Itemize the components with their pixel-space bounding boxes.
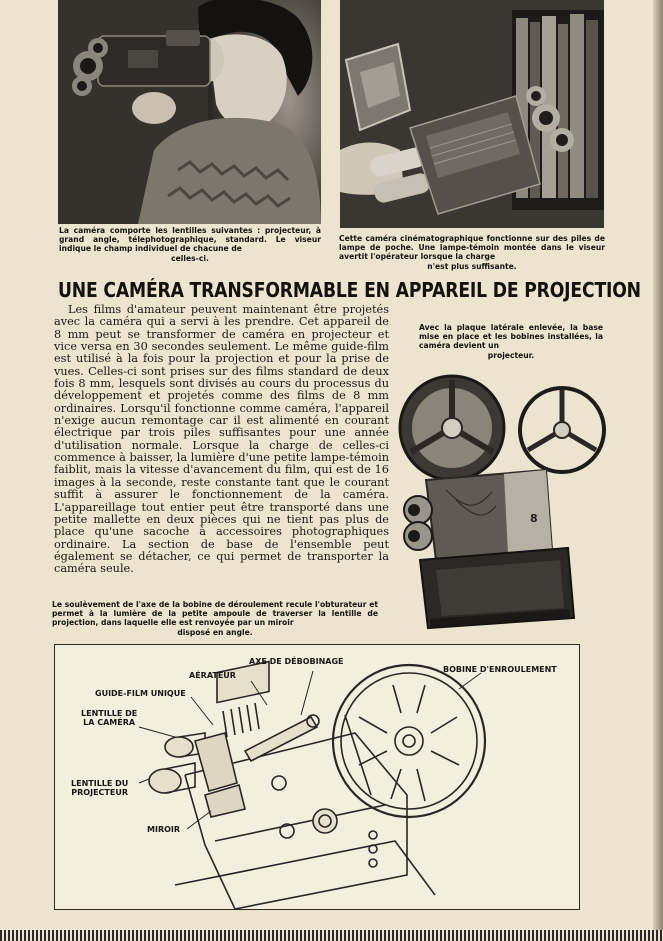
caption-diagram	[52, 600, 378, 637]
page-edge-shadow	[653, 0, 663, 941]
photo-projector	[396, 360, 608, 636]
caption-photo-right-text: Cette caméra cinématographique fonctionne sur des piles de lampe de poche. Une lampe-témoin montée dans le viseur avertit l'opérateur lorsque la charge	[339, 234, 605, 262]
article-body: Les films d'amateur peuvent maintenant être projetés avec la caméra qui a servi à les prendre. Cet appareil de 8 mm peut se transformer de caméra en projecteur et vice versa en 30 secondes seulement. Le même guide-film est utilisé à la fois pour la projection et pour la prise de vues. Celles-ci sont prises sur des films standard de deux fois 8 mm, lesquels sont divisés au cours du processus du développement et projetés comme des films de 8 mm ordinaires. Lorsqu'il fonctionne comme caméra, l'appareil n'exige aucun remontage car il est alimenté en courant électrique par trois piles suffisantes pour une année d'utilisation normale. Lorsque la charge de celles-ci commence à baisser, la lumière d'une petite lampe-témoin faiblit, mais la vitesse d'avancement du film, qui est de 16 images à la seconde, reste constante tant que le courant suffit à assurer le fonctionnement de la caméra. L'appareillage tout entier peut être transporté dans une petite mallette en deux pièces qui ne tient pas plus de place qu'une sacoche à accessoires photographiques ordinaire. La section de base de l'ensemble peut également se détacher, ce qui permet de transporter la caméra seule.	[54, 303, 389, 576]
photo-woman-illustration	[58, 0, 321, 224]
photo-camera-batteries	[340, 0, 604, 228]
caption-photo-left-last: celles-ci.	[171, 253, 209, 263]
label-axe-debobinage: AXE DE DÉBOBINAGE	[249, 657, 344, 666]
label-lentille-camera	[81, 709, 137, 727]
cutaway-diagram	[54, 644, 580, 910]
reel-left	[400, 376, 504, 480]
label-aerateur: AÉRATEUR	[189, 671, 236, 680]
projector-illustration	[396, 360, 608, 636]
label-lentille-projecteur-line2: PROJECTEUR	[71, 788, 128, 797]
label-guide-film: GUIDE-FILM UNIQUE	[95, 689, 186, 698]
label-lentille-projecteur	[71, 779, 128, 797]
caption-projector-last: projecteur.	[487, 350, 535, 360]
label-lentille-camera-line1: LENTILLE DE	[81, 709, 138, 718]
label-lentille-projecteur-line1: LENTILLE DU	[71, 779, 129, 788]
cutaway-drawing	[55, 645, 579, 909]
bottom-edge-band	[0, 930, 663, 941]
reel-right	[520, 388, 604, 472]
label-lentille-camera-line2: LA CAMÉRA	[83, 718, 136, 727]
caption-photo-left-text: La caméra comporte les lentilles suivantes : projecteur, à grand angle, télephotographique, standard. Le viseur indique le champ individuel de chacune de	[59, 226, 321, 254]
caption-projector-text: Avec la plaque latérale enlevée, la base mise en place et les bobines installées, la caméra devient un	[419, 323, 603, 351]
photo-camera-illustration	[340, 0, 604, 228]
label-bobine-enroulement: BOBINE D'ENROULEMENT	[443, 665, 557, 674]
photo-woman-with-camera	[58, 0, 321, 224]
caption-photo-right	[339, 234, 605, 271]
caption-projector	[419, 323, 603, 360]
caption-diagram-last: disposé en angle.	[177, 627, 253, 637]
label-miroir: MIROIR	[147, 825, 181, 834]
caption-photo-right-last: n'est plus suffisante.	[427, 261, 517, 271]
article-title: UNE CAMÉRA TRANSFORMABLE EN APPAREIL DE PROJECTION	[58, 278, 641, 302]
caption-photo-left	[59, 226, 321, 263]
svg-text:8: 8	[530, 512, 538, 525]
caption-diagram-text: Le soulèvement de l'axe de la bobine de déroulement recule l'obturateur et permet à la lumière de la petite ampoule de traverser la lentille de projection, dans laquelle elle est renvoyée par un miroir	[52, 600, 378, 628]
